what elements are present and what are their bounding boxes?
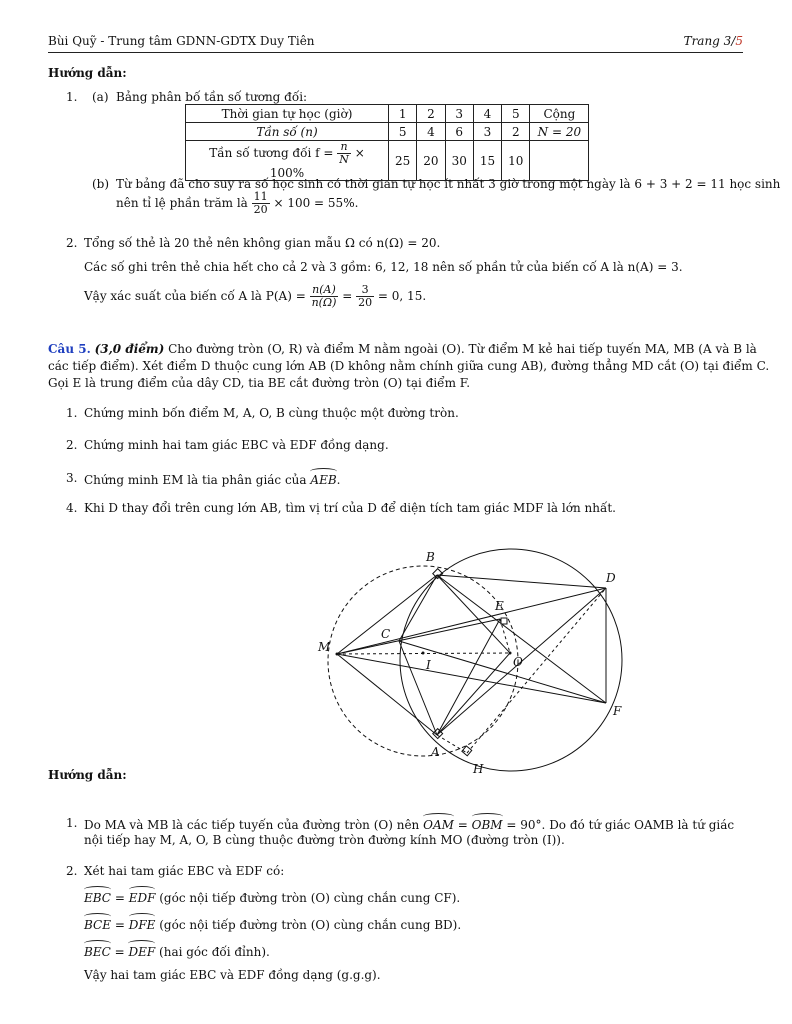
angle-bce: BCE: [84, 918, 111, 932]
table-cell: 25: [389, 141, 417, 181]
cau5-line1-text: Cho đường tròn (O, R) và điểm M nằm ngoài (O). Từ điểm M kẻ hai tiếp tuyến MA, MB (A và B là: [168, 342, 757, 356]
row3-fraction: [337, 141, 351, 166]
table-cell: 3: [473, 123, 501, 141]
s1-equals: =: [457, 818, 468, 832]
row3-suffix: × 100%: [269, 146, 365, 180]
label-e: E: [495, 599, 504, 613]
segment-hd-dashed: [467, 588, 606, 753]
segment-ae: [437, 619, 500, 735]
item1b-fraction: [252, 191, 270, 216]
table-cell: 6: [445, 123, 473, 141]
table-cell-empty: [530, 141, 589, 181]
item1b-line2-suffix: × 100 = 55%.: [273, 196, 359, 210]
s2-number: 2.: [66, 864, 78, 878]
segment-bd: [437, 575, 606, 588]
q3-text: [84, 471, 340, 487]
q1-text: Chứng minh bốn điểm M, A, O, B cùng thuộc một đường tròn.: [84, 406, 459, 420]
label-d: D: [606, 571, 616, 585]
item1-number: 1.: [66, 90, 78, 104]
row3-label-text: Tần số tương đối f =: [209, 146, 334, 160]
s2-line3: [84, 943, 270, 959]
label-i: I: [426, 658, 431, 672]
s1-line1: [84, 816, 734, 832]
frequency-table: [185, 104, 589, 181]
item2-number: 2.: [66, 236, 78, 250]
label-h: H: [473, 762, 484, 776]
point-m: [336, 653, 339, 656]
row3-frac-den: N: [339, 153, 349, 166]
s1-angle-oam: OAM: [423, 818, 454, 832]
item2-line2: Các số ghi trên thẻ chia hết cho cả 2 và 3 gồm: 6, 12, 18 nên số phần tử của biến cố A là n(A) = 3.: [84, 260, 683, 274]
table-total-value: N = 20: [530, 123, 589, 141]
q3-suffix: .: [336, 473, 341, 487]
segment-ao: [437, 653, 510, 735]
item1b-line1: Từ bảng đã cho suy ra số học sinh có thời gian tự học ít nhất 3 giờ trong một ngày là 6 + 3 + 2 = 11 học sinh: [116, 177, 781, 191]
table-total-header: Cộng: [530, 105, 589, 123]
frac-num: 3: [356, 284, 374, 297]
s1-number: 1.: [66, 816, 78, 830]
table-cell: 5: [502, 105, 530, 123]
cau5-label: Câu 5.: [48, 342, 91, 356]
s2-intro: Xét hai tam giác EBC và EDF có:: [84, 864, 285, 878]
table-cell: 10: [502, 141, 530, 181]
point-o: [509, 652, 512, 655]
q4-text: Khi D thay đổi trên cung lớn AB, tìm vị trí của D để diện tích tam giác MDF là lớn nhất.: [84, 501, 616, 515]
frac-num: n(A): [310, 284, 339, 297]
label-o: O: [513, 655, 523, 669]
table-row1-label: Thời gian tự học (giờ): [186, 105, 389, 123]
label-b: B: [426, 550, 435, 564]
right-angle-e: [501, 618, 507, 624]
header-author: Bùi Quỹ - Trung tâm GDNN-GDTX Duy Tiên: [48, 34, 315, 48]
frac-num: 11: [253, 190, 268, 203]
cau5-line2: các tiếp điểm). Xét điểm D thuộc cung lớn AB (D không nằm chính giữa cung AB), đường thẳng MD cắt (O) tại điểm C.: [48, 359, 770, 373]
page-total: 5: [735, 34, 743, 48]
angle-dfe: DFE: [128, 918, 156, 932]
geometry-figure: [300, 540, 640, 785]
item2-fraction-2: [356, 284, 374, 309]
item2-line3-prefix: Vậy xác suất của biến cố A là P(A) =: [84, 289, 306, 303]
q3-prefix: Chứng minh EM là tia phân giác của: [84, 473, 307, 487]
label-f: F: [613, 704, 622, 718]
point-i: [422, 652, 425, 655]
q3-angle: AEB: [310, 473, 337, 487]
table-cell: 3: [445, 105, 473, 123]
table-cell: 20: [417, 141, 445, 181]
cau5-line3: Gọi E là trung điểm của dây CD, tia BE cắt đường tròn (O) tại điểm F.: [48, 376, 471, 390]
q2-text: Chứng minh hai tam giác EBC và EDF đồng dạng.: [84, 438, 389, 452]
equals: =: [114, 918, 125, 932]
item2-equals: =: [342, 289, 353, 303]
s2-line2-text: (góc nội tiếp đường tròn (O) cùng chắn cung BD).: [159, 918, 462, 932]
item1b-line2: [116, 191, 358, 216]
equals: =: [114, 891, 125, 905]
table-cell: 5: [389, 123, 417, 141]
item2-line3: [84, 284, 426, 309]
item2-line1: Tổng số thẻ là 20 thẻ nên không gian mẫu Ω có n(Ω) = 20.: [84, 236, 441, 250]
angle-def: DEF: [128, 945, 156, 959]
table-cell: 4: [417, 123, 445, 141]
segment-cf: [399, 641, 606, 703]
item1b-label: (b): [92, 177, 110, 191]
label-c: C: [381, 627, 391, 641]
table-cell: 4: [473, 105, 501, 123]
table-row3-label: [186, 141, 389, 181]
item2-line3-suffix: = 0, 15.: [377, 289, 427, 303]
cau5-line1: [48, 342, 757, 356]
table-cell: 2: [502, 123, 530, 141]
s2-line1-text: (góc nội tiếp đường tròn (O) cùng chắn cung CF).: [159, 891, 461, 905]
page-prefix: Trang 3/: [683, 34, 736, 48]
frac-den: 20: [253, 203, 268, 216]
label-a: A: [431, 745, 440, 759]
s2-line1: [84, 889, 460, 905]
angle-bec: BEC: [84, 945, 111, 959]
equals: =: [114, 945, 125, 959]
s1-angle-obm: OBM: [471, 818, 503, 832]
row3-frac-num: n: [337, 141, 351, 154]
guide-heading-2: Hướng dẫn:: [48, 768, 127, 782]
q1-number: 1.: [66, 406, 78, 420]
frac-den: 20: [358, 296, 373, 309]
item1b-line2-prefix: nên tỉ lệ phần trăm là: [116, 196, 248, 210]
page-header: [48, 34, 743, 53]
angle-edf: EDF: [128, 891, 156, 905]
table-cell: 1: [389, 105, 417, 123]
segment-ma: [337, 654, 437, 735]
q3-number: 3.: [66, 471, 78, 485]
table-cell: 15: [473, 141, 501, 181]
q2-number: 2.: [66, 438, 78, 452]
angle-ebc: EBC: [84, 891, 111, 905]
table-row2-label: Tần số (n): [186, 123, 389, 141]
s1-prefix: Do MA và MB là các tiếp tuyến của đường tròn (O) nên: [84, 818, 420, 832]
cau5-points: (3,0 điểm): [94, 342, 165, 356]
s1-line2: nội tiếp hay M, A, O, B cùng thuộc đường tròn đường kính MO (đường tròn (I)).: [84, 833, 565, 847]
frac-den: n(Ω): [311, 296, 337, 309]
q4-number: 4.: [66, 501, 78, 515]
s2-line3-text: (hai góc đối đỉnh).: [159, 945, 270, 959]
segment-md: [337, 588, 606, 654]
table-cell: 2: [417, 105, 445, 123]
guide-heading-1: Hướng dẫn:: [48, 66, 127, 80]
s2-conclusion: Vậy hai tam giác EBC và EDF đồng dạng (g.g.g).: [84, 968, 381, 982]
s2-line2: [84, 916, 461, 932]
segments: [337, 575, 606, 735]
item2-fraction-1: [310, 284, 339, 309]
label-m: M: [318, 640, 331, 654]
s1-suffix: = 90°. Do đó tứ giác OAMB là tứ giác: [506, 818, 735, 832]
item1a-text: Bảng phân bố tần số tương đối:: [116, 90, 308, 104]
segment-me: [337, 619, 500, 654]
header-page-number: [684, 34, 743, 48]
item1a-label: (a): [92, 90, 109, 104]
table-cell: 30: [445, 141, 473, 181]
